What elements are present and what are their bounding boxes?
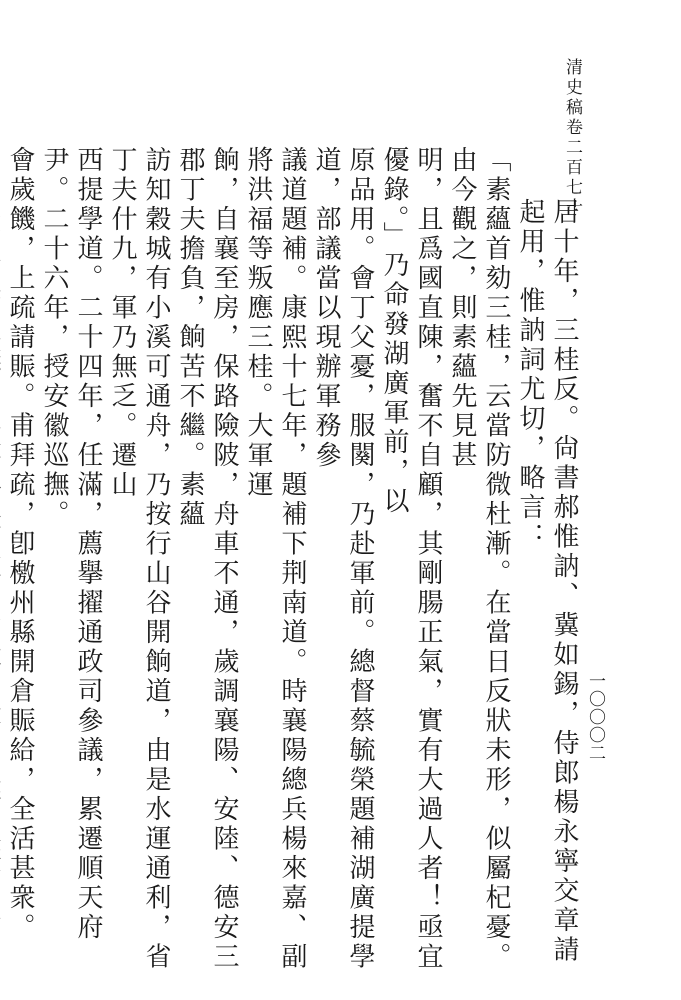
text-column: 明，且爲國直陳，奮不自顧，其剛腸正氣，實有大過人者！亟宜優錄。」乃命發湖廣軍前，以 [379,146,443,972]
running-header-title: 清史稿卷二百七十 [562,58,582,218]
text-column: 議道題補。康熙十七年，題補下荆南道。時襄陽總兵楊來嘉、副將洪福等叛應三桂。大軍運 [243,146,307,972]
text-column: 原品用。會丁父憂，服闋，乃赴軍前。總督蔡毓榮題補湖廣提學道，部議當以現辦軍務參 [311,146,375,972]
main-text-block [5,146,581,986]
page-number: 一〇〇〇二 [585,672,605,762]
text-column [0,146,3,986]
text-column: 西提學道。二十四年，任滿，薦擧擢通政司參議，累遷順天府尹。二十六年，授安徽巡撫。 [39,146,103,943]
text-column: 居十年，三桂反。尙書郝惟訥、冀如錫，侍郎楊永寧交章請起用，惟訥詞尤切，略言： [515,198,579,965]
text-column: 「素蘊首劾三桂，云當防微杜漸。在當日反狀未形，似屬杞憂。由今觀之，則素蘊先見甚 [447,146,511,972]
text-column: 會歲饑，上疏請賑。甫拜疏，卽檄州縣開倉賑給，全活甚衆。 [5,146,35,943]
text-column: 餉，自襄至房，保路險陂，舟車不通，歲調襄陽、安陸、德安三郡丁夫擔負，餉苦不繼。素蘊 [175,146,239,972]
text-column: 訪知穀城有小溪可通舟，乃按行山谷開餉道，由是水運通利，省丁夫什九，軍乃無乏。遷山 [107,146,171,972]
